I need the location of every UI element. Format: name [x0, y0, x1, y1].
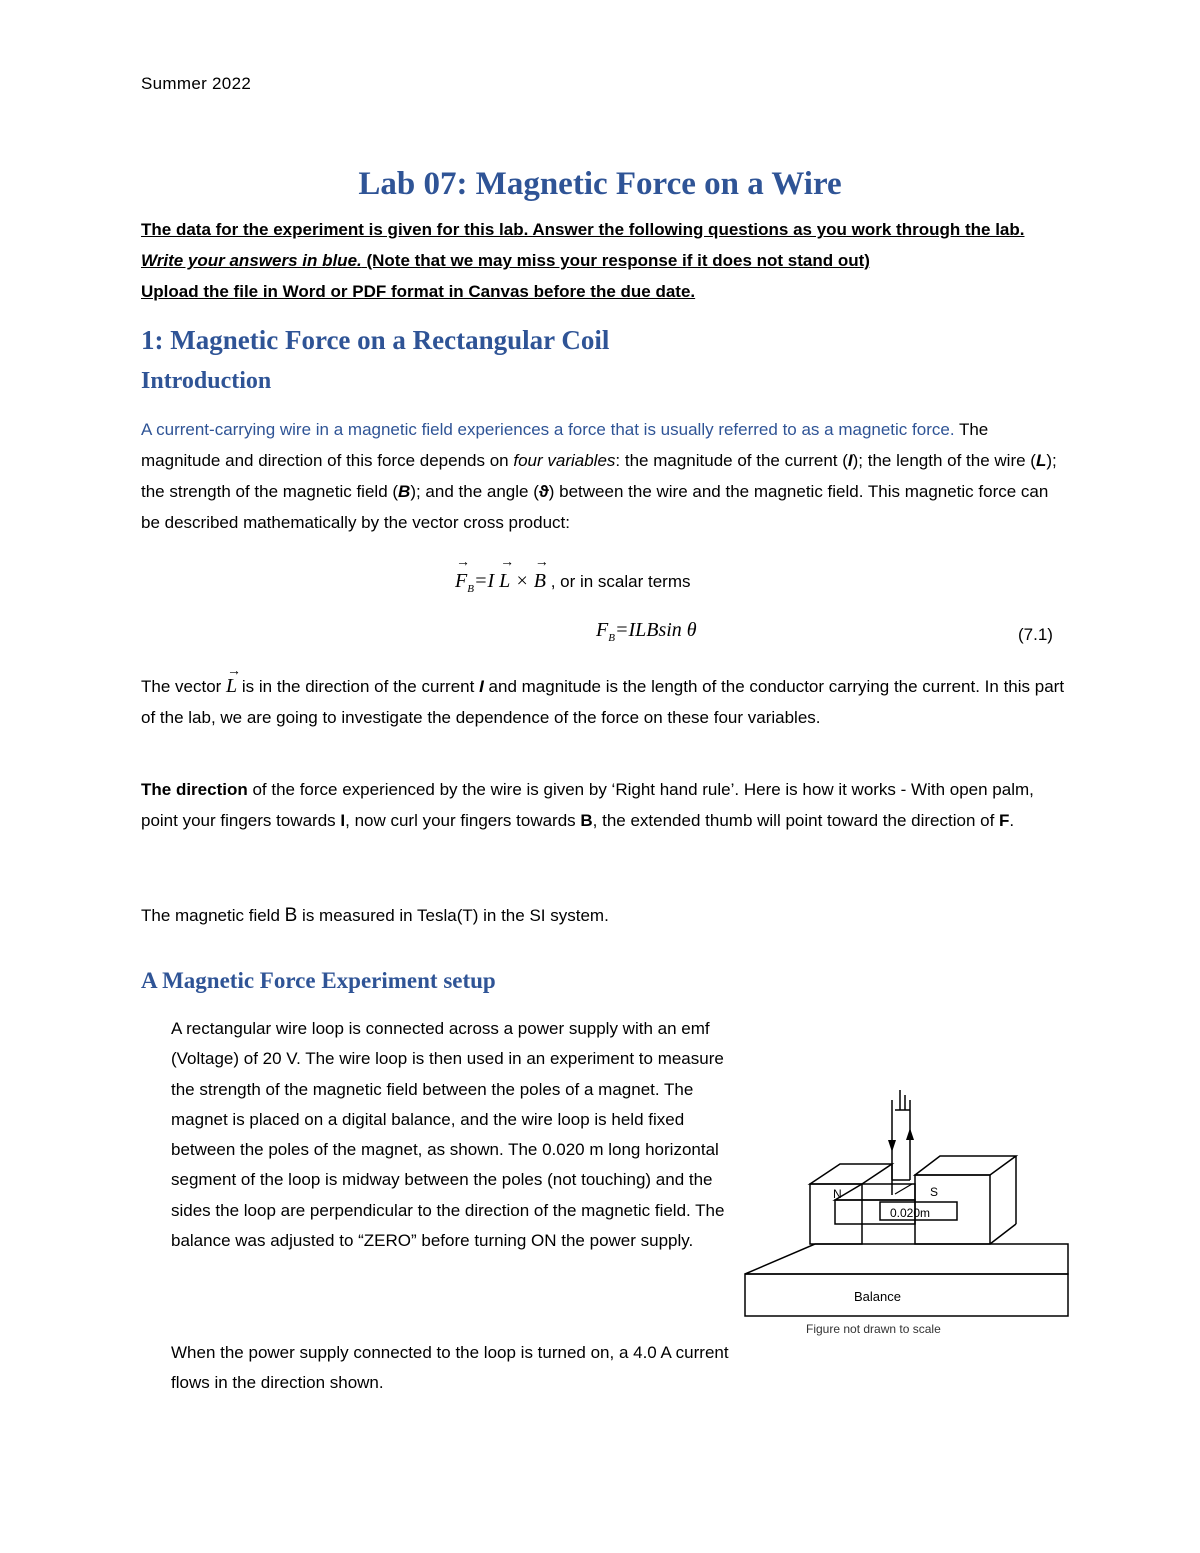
vector-l: → L [226, 671, 237, 702]
vector-text-b: is in the direction of the current [237, 677, 480, 696]
tesla-text-b: is measured in Tesla(T) in the SI system. [297, 906, 609, 925]
setup-text-a: A rectangular wire loop is connected across a power supply with an emf (Voltage) of 20 V. The wire loop is then used in an experiment to measure the strength of the magnetic field between the poles of a magnet. The magnet is placed on a digital balance, and the wire loop is held fixed between the poles of the magnet, as shown. The 0.020 m long horizontal segment of the loop is midway between the poles (not touching) and the sides the loop are perpendicular to the direction of the magnetic field. The balance was adjusted to “ZERO” before turning [171, 1019, 725, 1251]
balance-front [745, 1274, 1068, 1316]
intro-text-a: The magnitude and direction of this force depends on [141, 420, 989, 470]
section-subheading: Introduction [141, 368, 272, 394]
direction-bold: The direction [141, 780, 248, 799]
equation-vector-text: , or in scalar terms [545, 572, 691, 591]
instructions-line3: Upload the file in Word or PDF format in Canvas before the due date. [141, 282, 696, 301]
vector-i: I [479, 677, 484, 696]
balance-label: Balance [854, 1289, 901, 1304]
intro-text-f: ) between the wire and the magnetic field. This magnetic force can be described mathematically by the vector cross product: [141, 482, 1049, 532]
var-field: B [398, 482, 411, 501]
pole-n-label: N [833, 1187, 842, 1201]
direction-text-d: . [1009, 811, 1015, 830]
var-current: I [847, 451, 853, 470]
magnet-n-top [810, 1164, 892, 1184]
figure-caption: Figure not drawn to scale [806, 1322, 941, 1336]
eq-f: F [596, 619, 609, 641]
magnet-yoke-top [835, 1184, 915, 1200]
intro-italic: four variables [513, 451, 616, 470]
vector-paragraph [141, 671, 1071, 733]
section-heading: 1: Magnetic Force on a Rectangular Coil [141, 325, 610, 355]
page-title: Lab 07: Magnetic Force on a Wire [358, 166, 842, 202]
header-term: Summer 2022 [141, 74, 252, 93]
direction-f: F [999, 811, 1010, 830]
instructions-part3: (Note that we may miss your response if it does not stand out) [361, 251, 870, 270]
eq-sub: B [608, 632, 615, 644]
intro-text-b: : the magnitude of the current ( [615, 451, 848, 470]
setup-heading: A Magnetic Force Experiment setup [141, 968, 496, 993]
var-length: L [1035, 451, 1047, 470]
instructions [141, 214, 1071, 307]
equation-number: (7.1) [1018, 625, 1053, 644]
instructions-part2: Write your answers in blue. [141, 251, 362, 270]
length-label: 0.020m [890, 1206, 931, 1220]
pole-s-label: S [930, 1185, 939, 1199]
magnet-s-top [915, 1156, 1016, 1175]
intro-text-e: ); and the angle ( [410, 482, 539, 501]
current-down-arrow [888, 1140, 896, 1152]
vector-text-c: and magnitude is the length of the conductor carrying the current. In this part of the lab, we are going to investigate the dependence of the force on these four variables. [141, 677, 1065, 727]
current-up-arrow [906, 1128, 914, 1140]
intro-text-d: ); the strength of the magnetic field ( [141, 451, 1057, 501]
equation-scalar [596, 619, 697, 644]
setup-text-b: the power supply. [556, 1231, 694, 1251]
tesla-paragraph [141, 900, 1071, 931]
tesla-b: B [284, 905, 298, 926]
balance-top [745, 1244, 1068, 1274]
magnet-balance-figure [740, 1080, 1080, 1340]
direction-text-b: , now curl your fingers towards [345, 811, 581, 830]
intro-blue-text: A current-carrying wire in a magnetic field experiences a force that is usually referred to as a magnetic force. [141, 420, 955, 439]
vector-text-a: The vector [141, 677, 227, 696]
setup-paragraph [171, 1014, 751, 1256]
tesla-text-a: The magnetic field [141, 906, 285, 925]
current-paragraph: When the power supply connected to the loop is turned on, a 4.0 A current flows in the direction shown. [171, 1343, 729, 1392]
eq-rest: =ILBsin θ [614, 619, 697, 641]
equation-vector: → $F_B=I \to L$ × → B , or in scalar terms [455, 570, 691, 595]
direction-i: I [340, 811, 346, 830]
var-angle: ϑ [538, 482, 549, 501]
direction-text-a: of the force experienced by the wire is given by ‘Right hand rule’. Here is how it works - With open palm, point your fingers towards [141, 780, 1034, 830]
direction-paragraph [141, 774, 1071, 836]
direction-text-c: , the extended thumb will point toward the direction of [592, 811, 1000, 830]
setup-on: ON [531, 1231, 557, 1251]
instructions-part1: The data for the experiment is given for this lab. Answer the following questions as you work through the lab. [141, 220, 1025, 239]
intro-text-c: ); the length of the wire ( [852, 451, 1036, 470]
intro-paragraph [141, 414, 1071, 538]
direction-b: B [580, 811, 593, 830]
